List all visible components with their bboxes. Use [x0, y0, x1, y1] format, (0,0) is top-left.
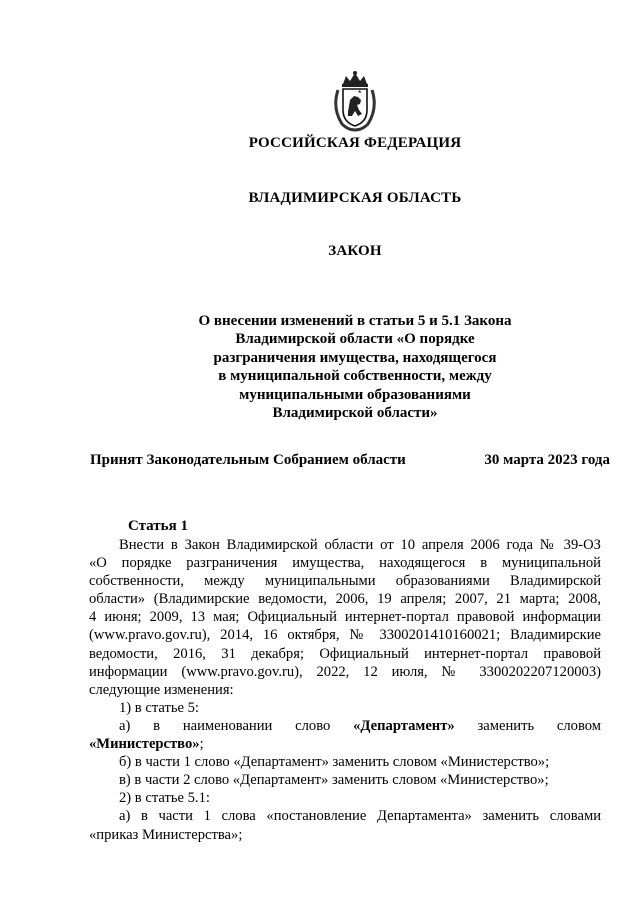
emphasized-word: «Министерство»: [89, 736, 200, 753]
item-text: заменить словом: [477, 717, 602, 734]
body-line: (www.pravo.gov.ru), 2014, 16 октября, № 3300201410160021; Владимирские: [89, 627, 601, 644]
law-title-line: разграничения имущества, находящегося: [213, 349, 497, 366]
body-line: информации (www.pravo.gov.ru), 2022, 12 июля, № 3300202207120003): [89, 663, 601, 680]
list-item: 1) в статье 5:: [119, 699, 199, 716]
emphasized-word: «Департамент»: [353, 717, 455, 734]
law-title-line: Владимирской области «О порядке: [235, 331, 475, 348]
law-title-line: в муниципальной собственности, между: [218, 368, 492, 385]
body-line: 4 июня; 2009, 13 мая; Официальный интернет-портал правовой информации: [89, 609, 601, 626]
list-item: 2) в статье 5.1:: [119, 790, 210, 807]
list-item: а) в части 1 слова «постановление Департамента» заменить словами: [119, 808, 601, 825]
body-line: собственности, между муниципальными образованиями Владимирской: [89, 573, 601, 590]
law-title: [160, 312, 550, 422]
list-item: в) в части 2 слово «Департамент» заменить словом «Министерство»;: [119, 772, 549, 789]
adoption-line: [90, 452, 610, 469]
body-line: ведомости, 2016, 31 декабря; Официальный интернет-портал правовой: [89, 645, 601, 662]
article-body: [89, 536, 601, 844]
adoption-date: 30 марта 2023 года: [484, 452, 610, 468]
list-item-continuation: «приказ Министерства»;: [89, 826, 243, 843]
body-line: Внести в Закон Владимирской области от 10 апреля 2006 года № 39-ОЗ: [119, 537, 601, 553]
list-item: [89, 717, 601, 735]
document-type-heading: ЗАКОН: [328, 243, 382, 259]
law-title-line: О внесении изменений в статьи 5 и 5.1 Закона: [198, 313, 512, 329]
body-line: следующие изменения:: [89, 681, 234, 698]
body-line: «О порядке разграничения имущества, находящегося в муниципальной: [89, 555, 601, 572]
item-text: ;: [199, 736, 204, 753]
federation-heading: РОССИЙСКАЯ ФЕДЕРАЦИЯ: [248, 135, 462, 151]
list-item: б) в части 1 слово «Департамент» заменить словом «Министерство»;: [119, 754, 550, 771]
vladimir-coat-of-arms-icon: [330, 70, 380, 132]
body-line: области» (Владимирские ведомости, 2006, 19 апреля; 2007, 21 марта; 2008,: [89, 591, 601, 608]
adoption-label: Принят Законодательным Собранием области: [90, 452, 406, 468]
list-item-continuation: [89, 735, 601, 753]
region-heading: ВЛАДИМИРСКАЯ ОБЛАСТЬ: [248, 190, 462, 206]
item-text: а) в наименовании слово: [119, 717, 331, 734]
law-title-line: Владимирской области»: [272, 405, 438, 422]
article-heading: Статья 1: [128, 518, 188, 534]
law-title-line: муниципальными образованиями: [239, 386, 471, 403]
